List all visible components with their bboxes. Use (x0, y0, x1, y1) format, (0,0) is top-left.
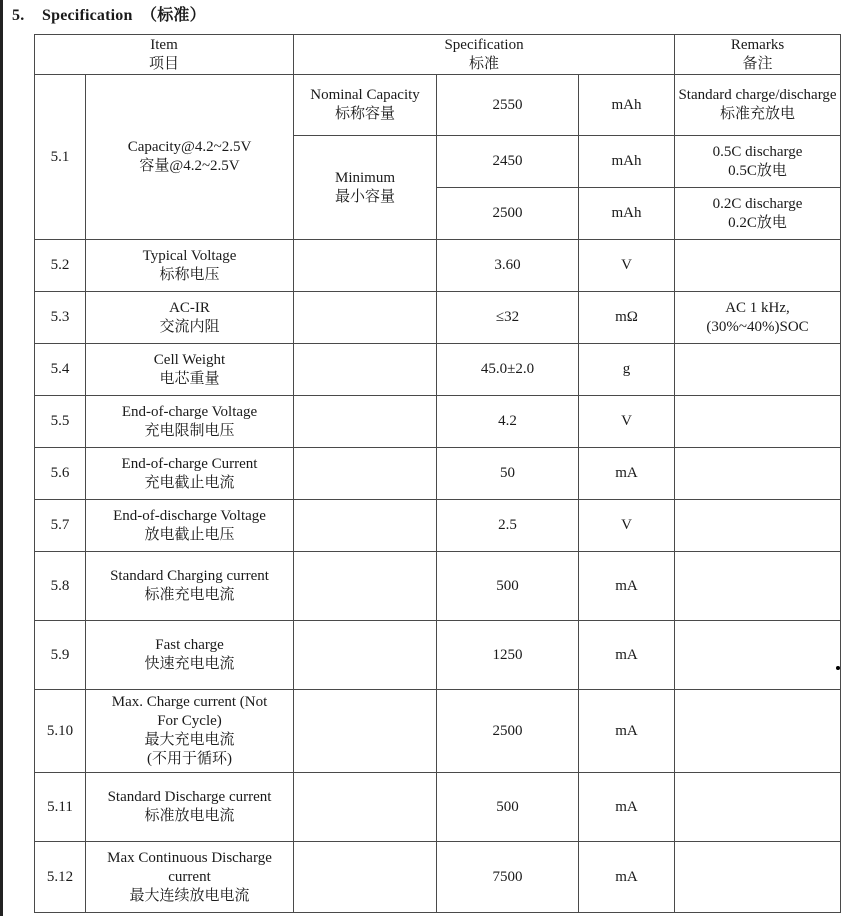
row-unit: mAh (579, 75, 675, 136)
table-row (35, 690, 841, 773)
table-row (35, 500, 841, 552)
row-condition (294, 552, 437, 621)
section-heading (12, 2, 206, 25)
row-condition (294, 621, 437, 690)
row-value: 45.0±2.0 (437, 344, 579, 396)
row-condition (294, 396, 437, 448)
table-row (35, 344, 841, 396)
section-number: 5. (12, 7, 25, 24)
row-unit: mA (579, 773, 675, 842)
table-row (35, 240, 841, 292)
row-item: AC-IR 交流内阻 (86, 292, 294, 344)
row-condition (294, 448, 437, 500)
row-number: 5.4 (35, 344, 86, 396)
row-condition (294, 773, 437, 842)
table-row (35, 621, 841, 690)
table-header-row (35, 35, 841, 75)
row-unit: mAh (579, 188, 675, 240)
row-value: 2.5 (437, 500, 579, 552)
row-unit: mA (579, 690, 675, 773)
row-condition (294, 240, 437, 292)
left-margin-bar (0, 0, 3, 916)
row-item: End-of-charge Voltage 充电限制电压 (86, 396, 294, 448)
row-item: Max. Charge current (Not For Cycle) 最大充电电流 (不用于循环) (86, 690, 294, 773)
row-remark: 0.2C discharge 0.2C放电 (675, 188, 841, 240)
row-remark (675, 500, 841, 552)
row-remark (675, 552, 841, 621)
table-row (35, 842, 841, 913)
minimum-capacity-label: Minimum 最小容量 (294, 136, 437, 240)
row-item: Standard Charging current 标准充电电流 (86, 552, 294, 621)
row-number: 5.5 (35, 396, 86, 448)
row-value: 500 (437, 773, 579, 842)
row-remark: AC 1 kHz, (30%~40%)SOC (675, 292, 841, 344)
row-value: 2450 (437, 136, 579, 188)
row-unit: V (579, 396, 675, 448)
row-value: ≤32 (437, 292, 579, 344)
row-remark (675, 448, 841, 500)
table-row (35, 552, 841, 621)
specification-table (34, 34, 841, 913)
row-condition (294, 500, 437, 552)
row-condition (294, 842, 437, 913)
row-remark (675, 344, 841, 396)
row-value: 3.60 (437, 240, 579, 292)
row-item: Typical Voltage 标称电压 (86, 240, 294, 292)
row-number: 5.7 (35, 500, 86, 552)
row-value: 2500 (437, 188, 579, 240)
row-remark (675, 842, 841, 913)
row-number: 5.1 (35, 75, 86, 240)
row-condition (294, 344, 437, 396)
header-remarks: Remarks 备注 (675, 35, 841, 75)
row-number: 5.3 (35, 292, 86, 344)
row-remark: Standard charge/discharge 标准充放电 (675, 75, 841, 136)
row-remark (675, 773, 841, 842)
row-unit: mΩ (579, 292, 675, 344)
table-row (35, 773, 841, 842)
row-number: 5.8 (35, 552, 86, 621)
row-unit: mA (579, 621, 675, 690)
row-unit: g (579, 344, 675, 396)
row-unit: mAh (579, 136, 675, 188)
table-row (35, 396, 841, 448)
row-number: 5.2 (35, 240, 86, 292)
row-item: Capacity@4.2~2.5V 容量@4.2~2.5V (86, 75, 294, 240)
row-unit: mA (579, 842, 675, 913)
row-item: End-of-charge Current 充电截止电流 (86, 448, 294, 500)
row-value: 4.2 (437, 396, 579, 448)
row-value: 7500 (437, 842, 579, 913)
row-value: 50 (437, 448, 579, 500)
row-condition (294, 292, 437, 344)
header-item: Item 项目 (35, 35, 294, 75)
row-item: Fast charge 快速充电电流 (86, 621, 294, 690)
row-number: 5.12 (35, 842, 86, 913)
row-number: 5.9 (35, 621, 86, 690)
row-item: Standard Discharge current 标准放电电流 (86, 773, 294, 842)
row-remark: 0.5C discharge 0.5C放电 (675, 136, 841, 188)
row-value: 2500 (437, 690, 579, 773)
row-value: 500 (437, 552, 579, 621)
row-condition (294, 690, 437, 773)
table-row (35, 448, 841, 500)
section-title: Specification (42, 7, 133, 24)
row-remark (675, 690, 841, 773)
row-remark (675, 621, 841, 690)
nominal-capacity-label: Nominal Capacity 标称容量 (294, 75, 437, 136)
row-unit: V (579, 240, 675, 292)
table-row (35, 75, 841, 136)
row-unit: mA (579, 552, 675, 621)
row-item: Max Continuous Discharge current 最大连续放电电流 (86, 842, 294, 913)
row-value: 1250 (437, 621, 579, 690)
section-title-cn: （标准） (141, 7, 206, 24)
row-unit: mA (579, 448, 675, 500)
row-item: Cell Weight 电芯重量 (86, 344, 294, 396)
row-number: 5.11 (35, 773, 86, 842)
header-specification: Specification 标准 (294, 35, 675, 75)
row-unit: V (579, 500, 675, 552)
row-number: 5.10 (35, 690, 86, 773)
row-number: 5.6 (35, 448, 86, 500)
row-item: End-of-discharge Voltage 放电截止电压 (86, 500, 294, 552)
table-row (35, 292, 841, 344)
row-value: 2550 (437, 75, 579, 136)
row-remark (675, 240, 841, 292)
row-remark (675, 396, 841, 448)
